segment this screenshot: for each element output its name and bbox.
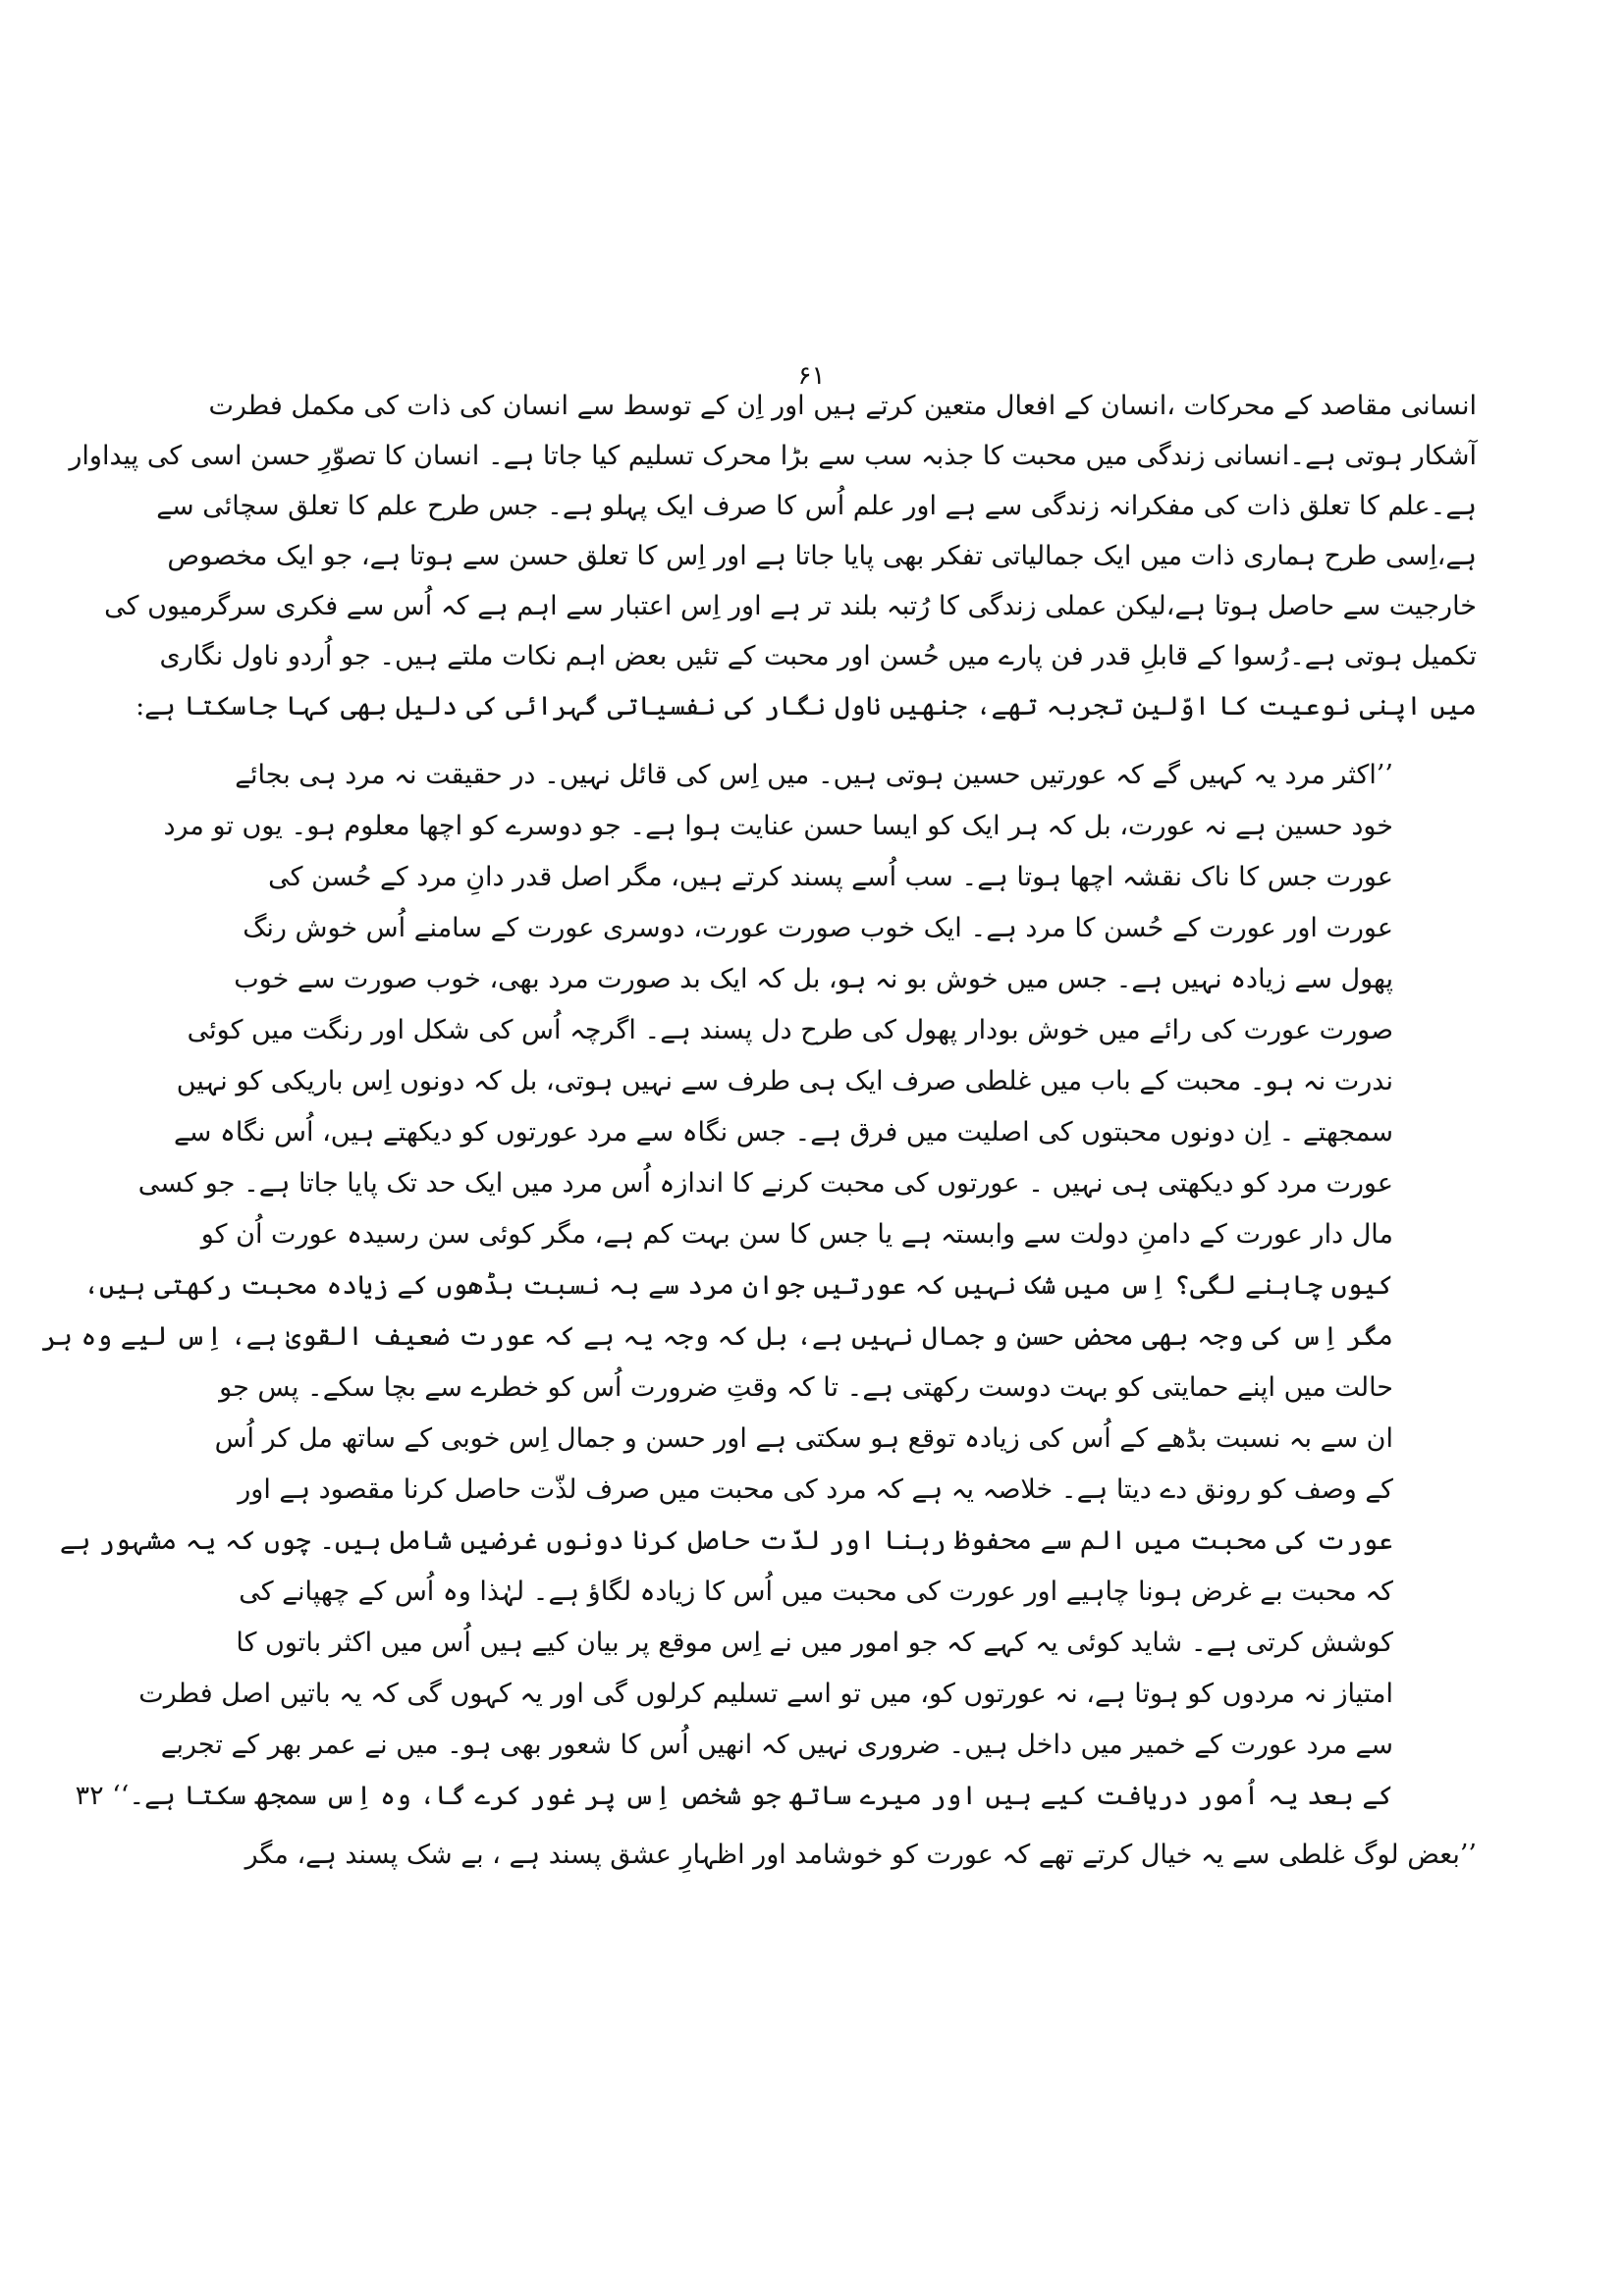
quote-line: عورت مرد کو دیکھتی ہی نہیں ۔ عورتوں کی محبت کرنے کا اندازہ اُس مرد میں ایک حد تک پایا جاتا ہے۔ جو کسی	[137, 1168, 1393, 1199]
quote-line: حالت میں اپنے حمایتی کو بہت دوست رکھتی ہے۔ تا کہ وقتِ ضرورت اُس کو خطرے سے بچا سکے۔ پس جو	[219, 1372, 1393, 1403]
quote-line: ان سے بہ نسبت بڈھے کے اُس کی زیادہ توقع ہو سکتی ہے اور حسن و جمال اِس خوبی کے ساتھ مل کر اُس	[214, 1423, 1393, 1454]
quote-line: ’’اکثر مرد یہ کہیں گے کہ عورتیں حسین ہوتی ہیں۔ میں اِس کی قائل نہیں۔ در حقیقت نہ مرد ہی بجائے	[235, 760, 1393, 790]
paragraph-line: انسانی مقاصد کے محرکات ،انسان کے افعال متعین کرتے ہیں اور اِن کے توسط سے انسان کی ذات کی مکمل فطرت	[208, 391, 1477, 421]
quote-line: سے مرد عورت کے خمیر میں داخل ہیں۔ ضروری نہیں کہ انھیں اُس کا شعور بھی ہو۔ میں نے عمر بھر کے تجربے	[160, 1730, 1393, 1760]
paragraph-line: میں اپنی نوعیت کا اوّلین تجربہ تھے، جنھیں ناول نگار کی نفسیاتی گہرائی کی دلیل بھی کہا جاسکتا ہے:	[135, 691, 1477, 721]
quote-line: عورت کی محبت میں الم سے محفوظ رہنا اور لذّت حاصل کرنا دونوں غرضیں شامل ہیں۔ چوں کہ یہ مشہور ہے	[59, 1525, 1393, 1556]
quote-line: مگر اِس کی وجہ بھی محض حسن و جمال نہیں ہے، بل کہ وجہ یہ ہے کہ عورت ضعیف القویٰ ہے، اِس لیے وہ ہر	[41, 1321, 1393, 1352]
next-quote-line: ’’بعض لوگ غلطی سے یہ خیال کرتے تھے کہ عورت کو خوشامد اور اظہارِ عشق پسند ہے ، بے شک پسند ہے، مگر	[244, 1840, 1477, 1870]
paragraph-line: آشکار ہوتی ہے۔انسانی زندگی میں محبت کا جذبہ سب سے بڑا محرک تسلیم کیا جاتا ہے۔ انسان کا تصوّرِ حسن اسی کی پیداوار	[69, 441, 1477, 471]
quote-line: ندرت نہ ہو۔ محبت کے باب میں غلطی صرف ایک ہی طرف سے نہیں ہوتی، بل کہ دونوں اِس باریکی کو نہیں	[176, 1066, 1393, 1096]
quote-line: کہ محبت بے غرض ہونا چاہیے اور عورت کی محبت میں اُس کا زیادہ لگاؤ ہے۔ لہٰذا وہ اُس کے چھپانے کی	[239, 1576, 1393, 1607]
quote-line: عورت اور عورت کے حُسن کا مرد ہے۔ ایک خوب صورت عورت، دوسری عورت کے سامنے اُس خوش رنگ	[243, 913, 1393, 943]
quote-line: صورت عورت کی رائے میں خوش بودار پھول کی طرح دل پسند ہے۔ اگرچہ اُس کی شکل اور رنگت میں کوئی	[187, 1015, 1393, 1045]
quote-line: مال دار عورت کے دامنِ دولت سے وابستہ ہے یا جس کا سن بہت کم ہے، مگر کوئی سن رسیدہ عورت اُن کو	[200, 1219, 1393, 1250]
quote-line: امتیاز نہ مردوں کو ہوتا ہے، نہ عورتوں کو، میں تو اسے تسلیم کرلوں گی اور یہ کہوں گی کہ یہ باتیں اصل فطرت	[138, 1679, 1393, 1709]
quote-line: خود حسین ہے نہ عورت، بل کہ ہر ایک کو ایسا حسن عنایت ہوا ہے۔ جو دوسرے کو اچھا معلوم ہو۔ یوں تو مرد	[163, 811, 1393, 841]
paragraph-line: تکمیل ہوتی ہے۔رُسوا کے قابلِ قدر فن پارے میں حُسن اور محبت کے تئیں بعض اہم نکات ملتے ہیں۔ جو اُردو ناول نگاری	[159, 641, 1477, 671]
quote-line: عورت جس کا ناک نقشہ اچھا ہوتا ہے۔ سب اُسے پسند کرتے ہیں، مگر اصل قدر دانِ مرد کے حُسن کی	[268, 862, 1393, 892]
page-number: ۶۱	[797, 361, 826, 391]
paragraph-line: خارجیت سے حاصل ہوتا ہے،لیکن عملی زندگی کا رُتبہ بلند تر ہے اور اِس اعتبار سے اہم ہے کہ اُس سے فکری سرگرمیوں کی	[104, 591, 1477, 621]
quote-line: کوشش کرتی ہے۔ شاید کوئی یہ کہے کہ جو امور میں نے اِس موقع پر بیان کیے ہیں اُس میں اکثر باتوں کا	[236, 1628, 1393, 1658]
quote-line: کے بعد یہ اُمور دریافت کیے ہیں اور میرے ساتھ جو شخص اِس پر غور کرے گا، وہ اِس سمجھ سکتا ہے۔‘‘ ۳۲	[75, 1781, 1393, 1811]
quote-line: کے وصف کو رونق دے دیتا ہے۔ خلاصہ یہ ہے کہ مرد کی محبت میں صرف لذّت حاصل کرنا مقصود ہے اور	[238, 1474, 1393, 1505]
paragraph-line: ہے۔علم کا تعلق ذات کی مفکرانہ زندگی سے ہے اور علم اُس کا صرف ایک پہلو ہے۔ جس طرح علم کا تعلق سچائی سے	[156, 491, 1477, 521]
quote-line: سمجھتے ۔ اِن دونوں محبتوں کی اصلیت میں فرق ہے۔ جس نگاہ سے مرد عورتوں کو دیکھتے ہیں، اُس نگاہ سے	[173, 1117, 1393, 1148]
quote-line: کیوں چاہنے لگی؟ اِس میں شک نہیں کہ عورتیں جوان مرد سے بہ نسبت بڈھوں کے زیادہ محبت رکھتی ہیں،	[83, 1270, 1393, 1301]
quote-line: پھول سے زیادہ نہیں ہے۔ جس میں خوش بو نہ ہو، بل کہ ایک بد صورت مرد بھی، خوب صورت سے خوب	[234, 964, 1393, 994]
paragraph-line: ہے،اِسی طرح ہماری ذات میں ایک جمالیاتی تفکر بھی پایا جاتا ہے اور اِس کا تعلق حسن سے ہوتا ہے، جو ایک مخصوص	[167, 541, 1477, 571]
